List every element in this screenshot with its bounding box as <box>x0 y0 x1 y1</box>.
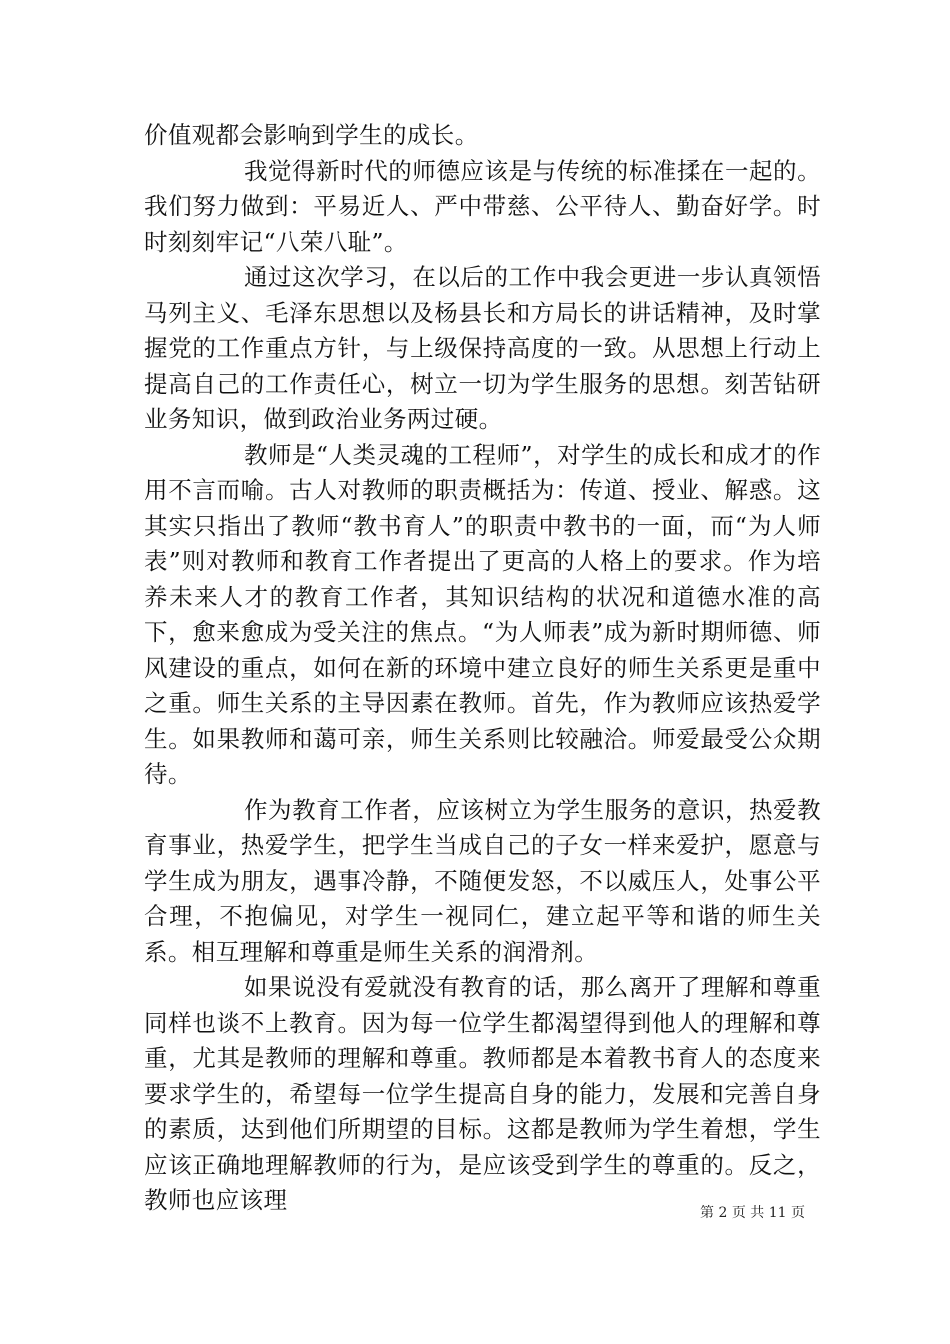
paragraph-service-awareness: 作为教育工作者，应该树立为学生服务的意识，热爱教育事业，热爱学生，把学生当成自己的子女一样来爱护，愿意与学生成为朋友，遇事冷静，不随便发怒，不以威压人，处事公平合理，不抱偏见，对学生一视同仁，建立起平等和谐的师生关系。相互理解和尊重是师生关系的润滑剂。 <box>144 795 821 966</box>
paragraph-teacher-role: 教师是“人类灵魂的工程师”，对学生的成长和成才的作用不言而喻。古人对教师的职责概括为：传道、授业、解惑。这其实只指出了教师“教书育人”的职责中教书的一面，而“为人师表”则对教师和教育工作者提出了更高的人格上的要求。作为培养未来人才的教育工作者，其知识结构的状况和道德水准的高下，愈来愈成为受关注的焦点。“为人师表”成为新时期师德、师风建设的重点，如何在新的环境中建立良好的师生关系更是重中之重。师生关系的主导因素在教师。首先，作为教师应该热爱学生。如果教师和蔼可亲，师生关系则比较融洽。师爱最受公众期待。 <box>144 440 821 788</box>
paragraph-teacher-ethics: 我觉得新时代的师德应该是与传统的标准揉在一起的。我们努力做到：平易近人、严中带慈、公平待人、勤奋好学。时时刻刻牢记“八荣八耻”。 <box>144 156 821 256</box>
document-body <box>144 118 821 1219</box>
paragraph-continuation: 价值观都会影响到学生的成长。 <box>144 121 479 149</box>
paragraph-understanding-respect: 如果说没有爱就没有教育的话，那么离开了理解和尊重同样也谈不上教育。因为每一位学生都渴望得到他人的理解和尊重，尤其是教师的理解和尊重。教师都是本着教书育人的态度来要求学生的，希望每一位学生提高自身的能力，发展和完善自身的素质，达到他们所期望的目标。这都是教师为学生着想，学生应该正确地理解教师的行为，是应该受到学生的尊重的。反之，教师也应该理 <box>144 973 821 1214</box>
page-number-footer: 第 2 页 共 11 页 <box>700 1205 805 1221</box>
paragraph-study-reflection: 通过这次学习，在以后的工作中我会更进一步认真领悟马列主义、毛泽东思想以及杨县长和方局长的讲话精神，及时掌握党的工作重点方针，与上级保持高度的一致。从思想上行动上提高自己的工作责任心，树立一切为学生服务的思想。刻苦钻研业务知识，做到政治业务两过硬。 <box>144 263 821 433</box>
